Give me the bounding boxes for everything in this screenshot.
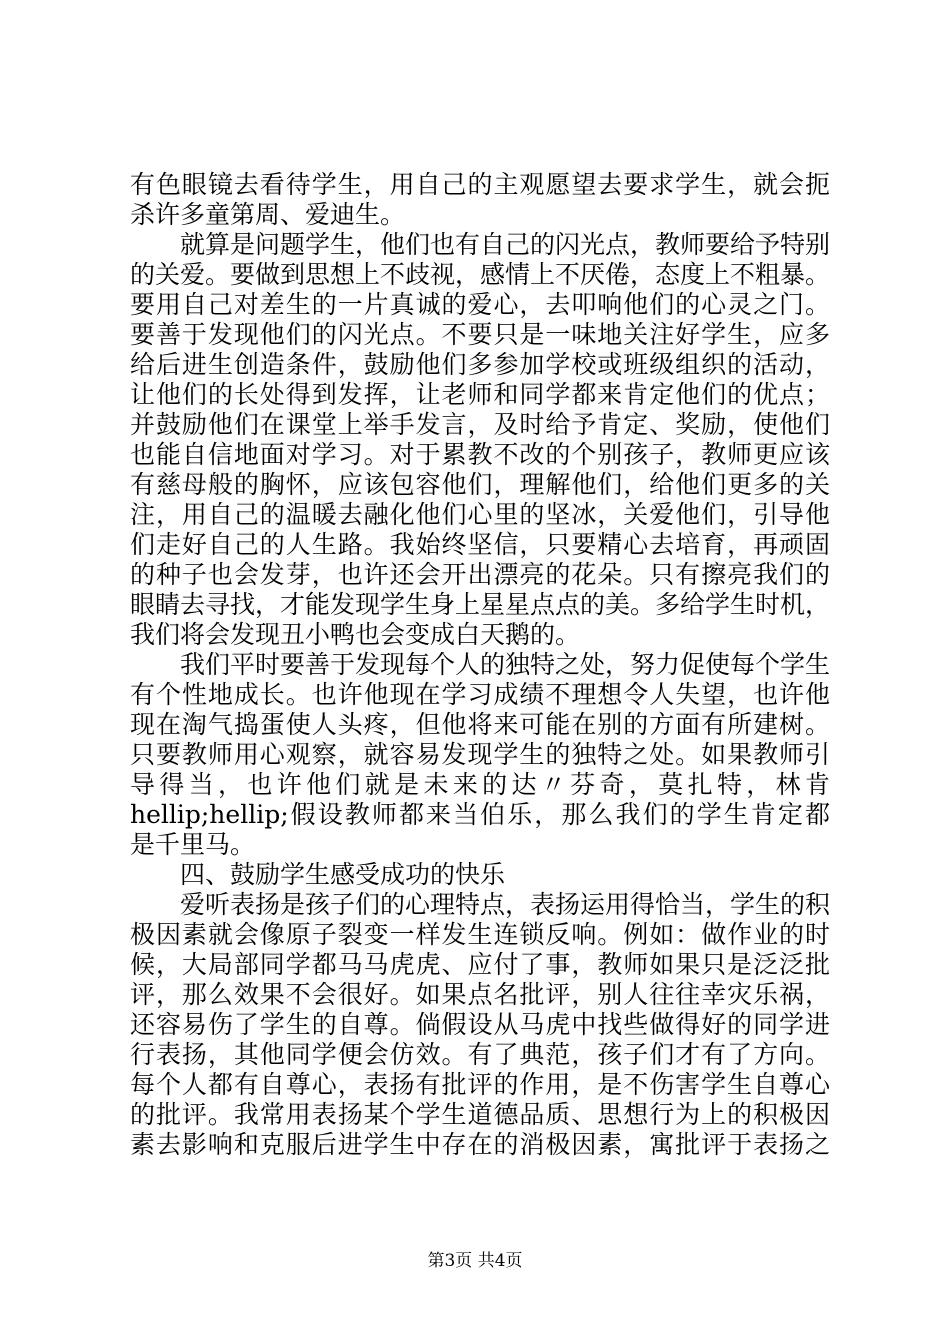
text-line: 现在淘气捣蛋使人头疼，但他将来可能在别的方面有所建树。	[130, 710, 830, 739]
text-line: 的批评。我常用表扬某个学生道德品质、思想行为上的积极因	[130, 1100, 830, 1129]
text-line: hellip;hellip;假设教师都来当伯乐，那么我们的学生肯定都	[130, 800, 830, 829]
text-line: 爱听表扬是孩子们的心理特点，表扬运用得恰当，学生的积	[180, 890, 831, 919]
text-line: 评，那么效果不会很好。如果点名批评，别人往往幸灾乐祸，	[130, 980, 830, 1009]
body-text	[130, 170, 830, 1160]
text-line: 候，大局部同学都马马虎虎、应付了事，教师如果只是泛泛批	[130, 950, 830, 979]
text-line: 我们平时要善于发现每个人的独特之处，努力促使每个学生	[180, 650, 831, 679]
text-line: 杀许多童第周、爱迪生。	[130, 200, 406, 229]
text-line: 行表扬，其他同学便会仿效。有了典范，孩子们才有了方向。	[130, 1040, 830, 1069]
text-line: 我们将会发现丑小鸭也会变成白天鹅的。	[130, 620, 581, 649]
text-line: 要用自己对差生的一片真诚的爱心，去叩响他们的心灵之门。	[130, 290, 830, 319]
text-line: 让他们的长处得到发挥，让老师和同学都来肯定他们的优点；	[130, 380, 830, 409]
section-heading: 四、鼓励学生感受成功的快乐	[180, 860, 506, 889]
text-line: 眼睛去寻找，才能发现学生身上星星点点的美。多给学生时机，	[130, 590, 831, 619]
text-line: 素去影响和克服后进学生中存在的消极因素，寓批评于表扬之	[130, 1130, 830, 1159]
text-line: 有个性地成长。也许他现在学习成绩不理想令人失望，也许他	[130, 680, 830, 709]
text-line: 要善于发现他们的闪光点。不要只是一味地关注好学生，应多	[130, 320, 830, 349]
text-line: 也能自信地面对学习。对于累教不改的个别孩子，教师更应该	[130, 440, 830, 469]
text-line: 并鼓励他们在课堂上举手发言，及时给予肯定、奖励，使他们	[130, 410, 830, 439]
text-line: 们走好自己的人生路。我始终坚信，只要精心去培育，再顽固	[130, 530, 830, 559]
text-line: 有色眼镜去看待学生，用自己的主观愿望去要求学生，就会扼	[130, 170, 830, 199]
text-line: 还容易伤了学生的自尊。倘假设从马虎中找些做得好的同学进	[130, 1010, 830, 1039]
text-line: 导得当，也许他们就是未来的达〃芬奇，莫扎特，林肯	[130, 770, 830, 799]
text-line: 注，用自己的温暖去融化他们心里的坚冰，关爱他们，引导他	[130, 500, 830, 529]
text-line: 极因素就会像原子裂变一样发生连锁反响。例如：做作业的时	[130, 920, 830, 949]
text-line: 只要教师用心观察，就容易发现学生的独特之处。如果教师引	[130, 740, 830, 769]
text-line: 每个人都有自尊心，表扬有批评的作用，是不伤害学生自尊心	[130, 1070, 830, 1099]
text-line: 的种子也会发芽，也许还会开出漂亮的花朵。只有擦亮我们的	[130, 560, 830, 589]
text-line: 就算是问题学生，他们也有自己的闪光点，教师要给予特别	[180, 230, 831, 259]
text-line: 有慈母般的胸怀，应该包容他们，理解他们，给他们更多的关	[130, 470, 830, 499]
text-line: 是千里马。	[130, 830, 256, 859]
text-line: 给后进生创造条件，鼓励他们多参加学校或班级组织的活动，	[130, 350, 830, 379]
text-line: 的关爱。要做到思想上不歧视，感情上不厌倦，态度上不粗暴。	[130, 260, 831, 289]
page-number-footer: 第3页 共4页	[427, 1251, 523, 1271]
